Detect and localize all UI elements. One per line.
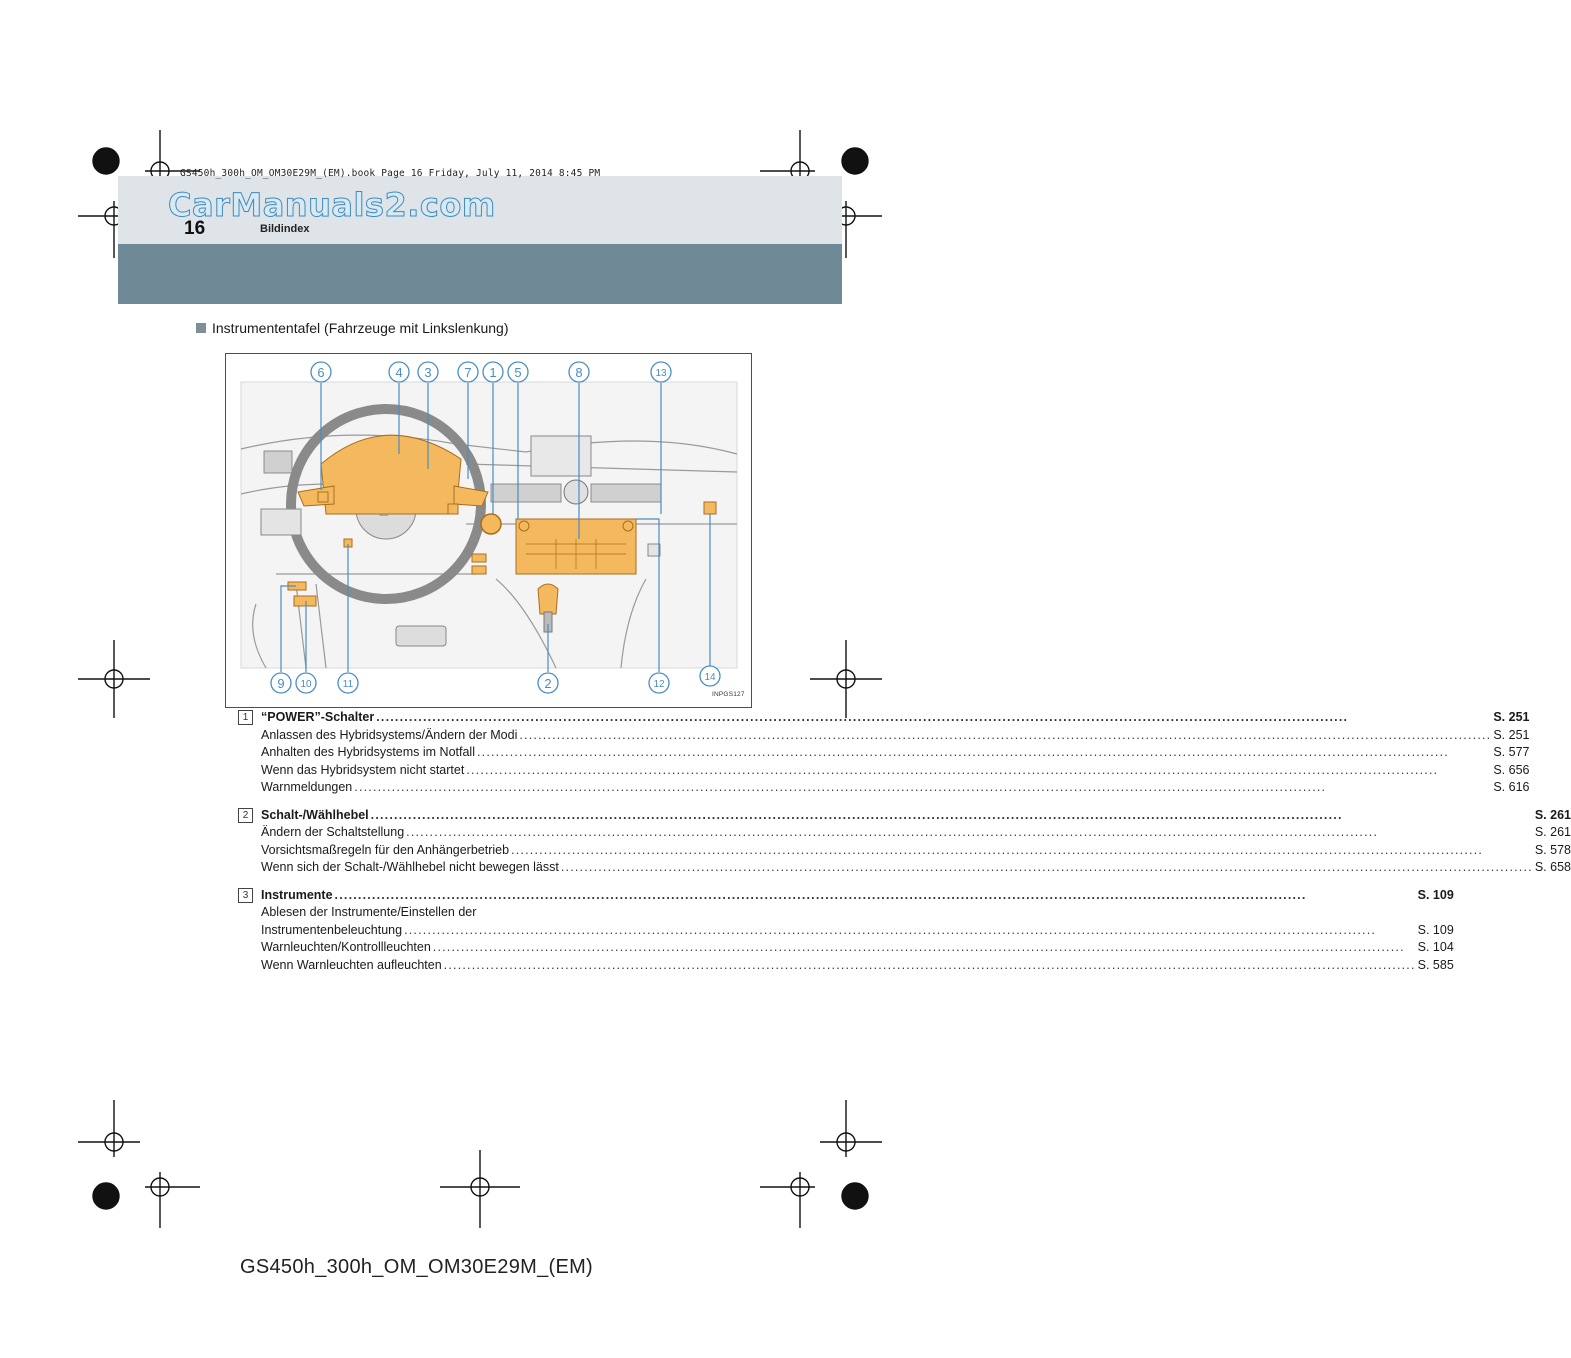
page-ref[interactable]: S. 261: [1534, 825, 1571, 839]
callout-3: [418, 362, 438, 382]
page-ref[interactable]: S. 578: [1534, 842, 1571, 857]
entry-title-line: [261, 887, 1454, 905]
entry-2: [238, 807, 1571, 877]
section-title: Bildindex: [260, 223, 310, 235]
leader-dots: [335, 887, 1416, 905]
svg-text:4: 4: [395, 365, 403, 380]
callout-12: [649, 673, 669, 693]
svg-text:8: 8: [575, 365, 583, 380]
callout-4: [389, 362, 409, 382]
sub-entry: Ändern der Schaltstellung ..... S. 261: [261, 824, 1571, 842]
entry-number-badge: 3: [238, 888, 253, 903]
sub-entry: Vorsichtsmaßregeln für den Anhängerbetrieb ..... S. 578: [261, 842, 1571, 860]
page-ref[interactable]: S. 656: [1493, 762, 1530, 777]
figure-code: INPGS127: [712, 691, 745, 698]
page-number: 16: [184, 218, 206, 239]
callout-1: [483, 362, 503, 382]
entry-number-badge: 1: [238, 710, 253, 725]
svg-text:11: 11: [342, 679, 354, 690]
svg-text:10: 10: [300, 679, 312, 690]
leader-dots: [371, 807, 1533, 825]
page-ref[interactable]: S. 109: [1417, 922, 1454, 937]
callout-14: [700, 666, 720, 686]
callouts-top: [311, 362, 671, 382]
index-entries: [238, 709, 1571, 984]
callout-7: [458, 362, 478, 382]
sub-entry: Warnleuchten/Kontrollleuchten ..... S. 104: [261, 939, 1454, 957]
sub-heading: [196, 320, 508, 336]
leader-dots: [376, 709, 1491, 727]
entry-page-ref[interactable]: S. 109: [1417, 887, 1454, 902]
footer-doc-code: GS450h_300h_OM_OM30E29M_(EM): [240, 1256, 594, 1278]
page-ref[interactable]: S. 616: [1493, 780, 1530, 794]
callout-layer: [226, 354, 751, 707]
svg-text:2: 2: [544, 676, 552, 691]
sub-entry-intro: Ablesen der Instrumente/Einstellen der: [261, 905, 477, 919]
sub-entry: Warnmeldungen ..... S. 616: [261, 779, 1529, 797]
page-ref[interactable]: S. 658: [1534, 860, 1571, 874]
svg-text:12: 12: [653, 679, 665, 690]
callout-2: [538, 673, 558, 693]
callout-5: [508, 362, 528, 382]
page-ref[interactable]: S. 104: [1417, 940, 1454, 954]
sub-entry: Wenn sich der Schalt-/Wählhebel nicht bewegen lässt ..... S. 658: [261, 859, 1571, 877]
svg-text:7: 7: [464, 365, 472, 380]
sub-entry: Instrumentenbeleuchtung ..... S. 109: [261, 922, 1454, 940]
callout-9: [271, 673, 291, 693]
page-ref[interactable]: S. 251: [1493, 727, 1530, 742]
callouts-bottom: [271, 666, 720, 693]
entry-title: “POWER”-Schalter: [261, 710, 375, 724]
entry-3: [238, 887, 1454, 975]
sub-entry: Wenn Warnleuchten aufleuchten ..... S. 585: [261, 957, 1454, 975]
sub-entry: Anlassen des Hybridsystems/Ändern der Modi ..... S. 251: [261, 727, 1529, 745]
entry-1: [238, 709, 1530, 797]
svg-text:13: 13: [655, 368, 667, 379]
entry-title-line: [261, 807, 1571, 825]
callout-8: [569, 362, 589, 382]
sub-heading-text: Instrumententafel (Fahrzeuge mit Linkslenkung): [212, 320, 509, 336]
callout-11: [338, 673, 358, 693]
heading-square-icon: [196, 323, 206, 333]
entry-title-line: [261, 709, 1529, 727]
callout-10: [296, 673, 316, 693]
watermark-logo: CarManuals2.com: [168, 186, 496, 224]
page-ref[interactable]: S. 577: [1493, 745, 1530, 759]
page-ref[interactable]: S. 585: [1417, 957, 1454, 972]
file-stamp: GS450h_300h_OM_OM30E29M_(EM).book Page 16 Friday, July 11, 2014 8:45 PM: [180, 168, 601, 179]
callout-6: [311, 362, 331, 382]
entry-title: Schalt-/Wählhebel: [261, 807, 369, 822]
entry-number-badge: 2: [238, 808, 253, 823]
dashboard-figure: [225, 353, 752, 708]
svg-text:5: 5: [514, 365, 522, 380]
entry-title: Instrumente: [261, 887, 333, 902]
entry-page-ref[interactable]: S. 251: [1493, 710, 1530, 724]
svg-text:6: 6: [317, 365, 325, 380]
sub-entry: Anhalten des Hybridsystems im Notfall ..... S. 577: [261, 744, 1529, 762]
callout-13: [651, 362, 671, 382]
svg-text:14: 14: [704, 672, 716, 683]
sub-entry: Wenn das Hybridsystem nicht startet ..... S. 656: [261, 762, 1529, 780]
entry-page-ref[interactable]: S. 261: [1534, 807, 1571, 822]
svg-text:9: 9: [277, 676, 285, 691]
svg-text:3: 3: [424, 365, 432, 380]
svg-text:1: 1: [489, 365, 497, 380]
